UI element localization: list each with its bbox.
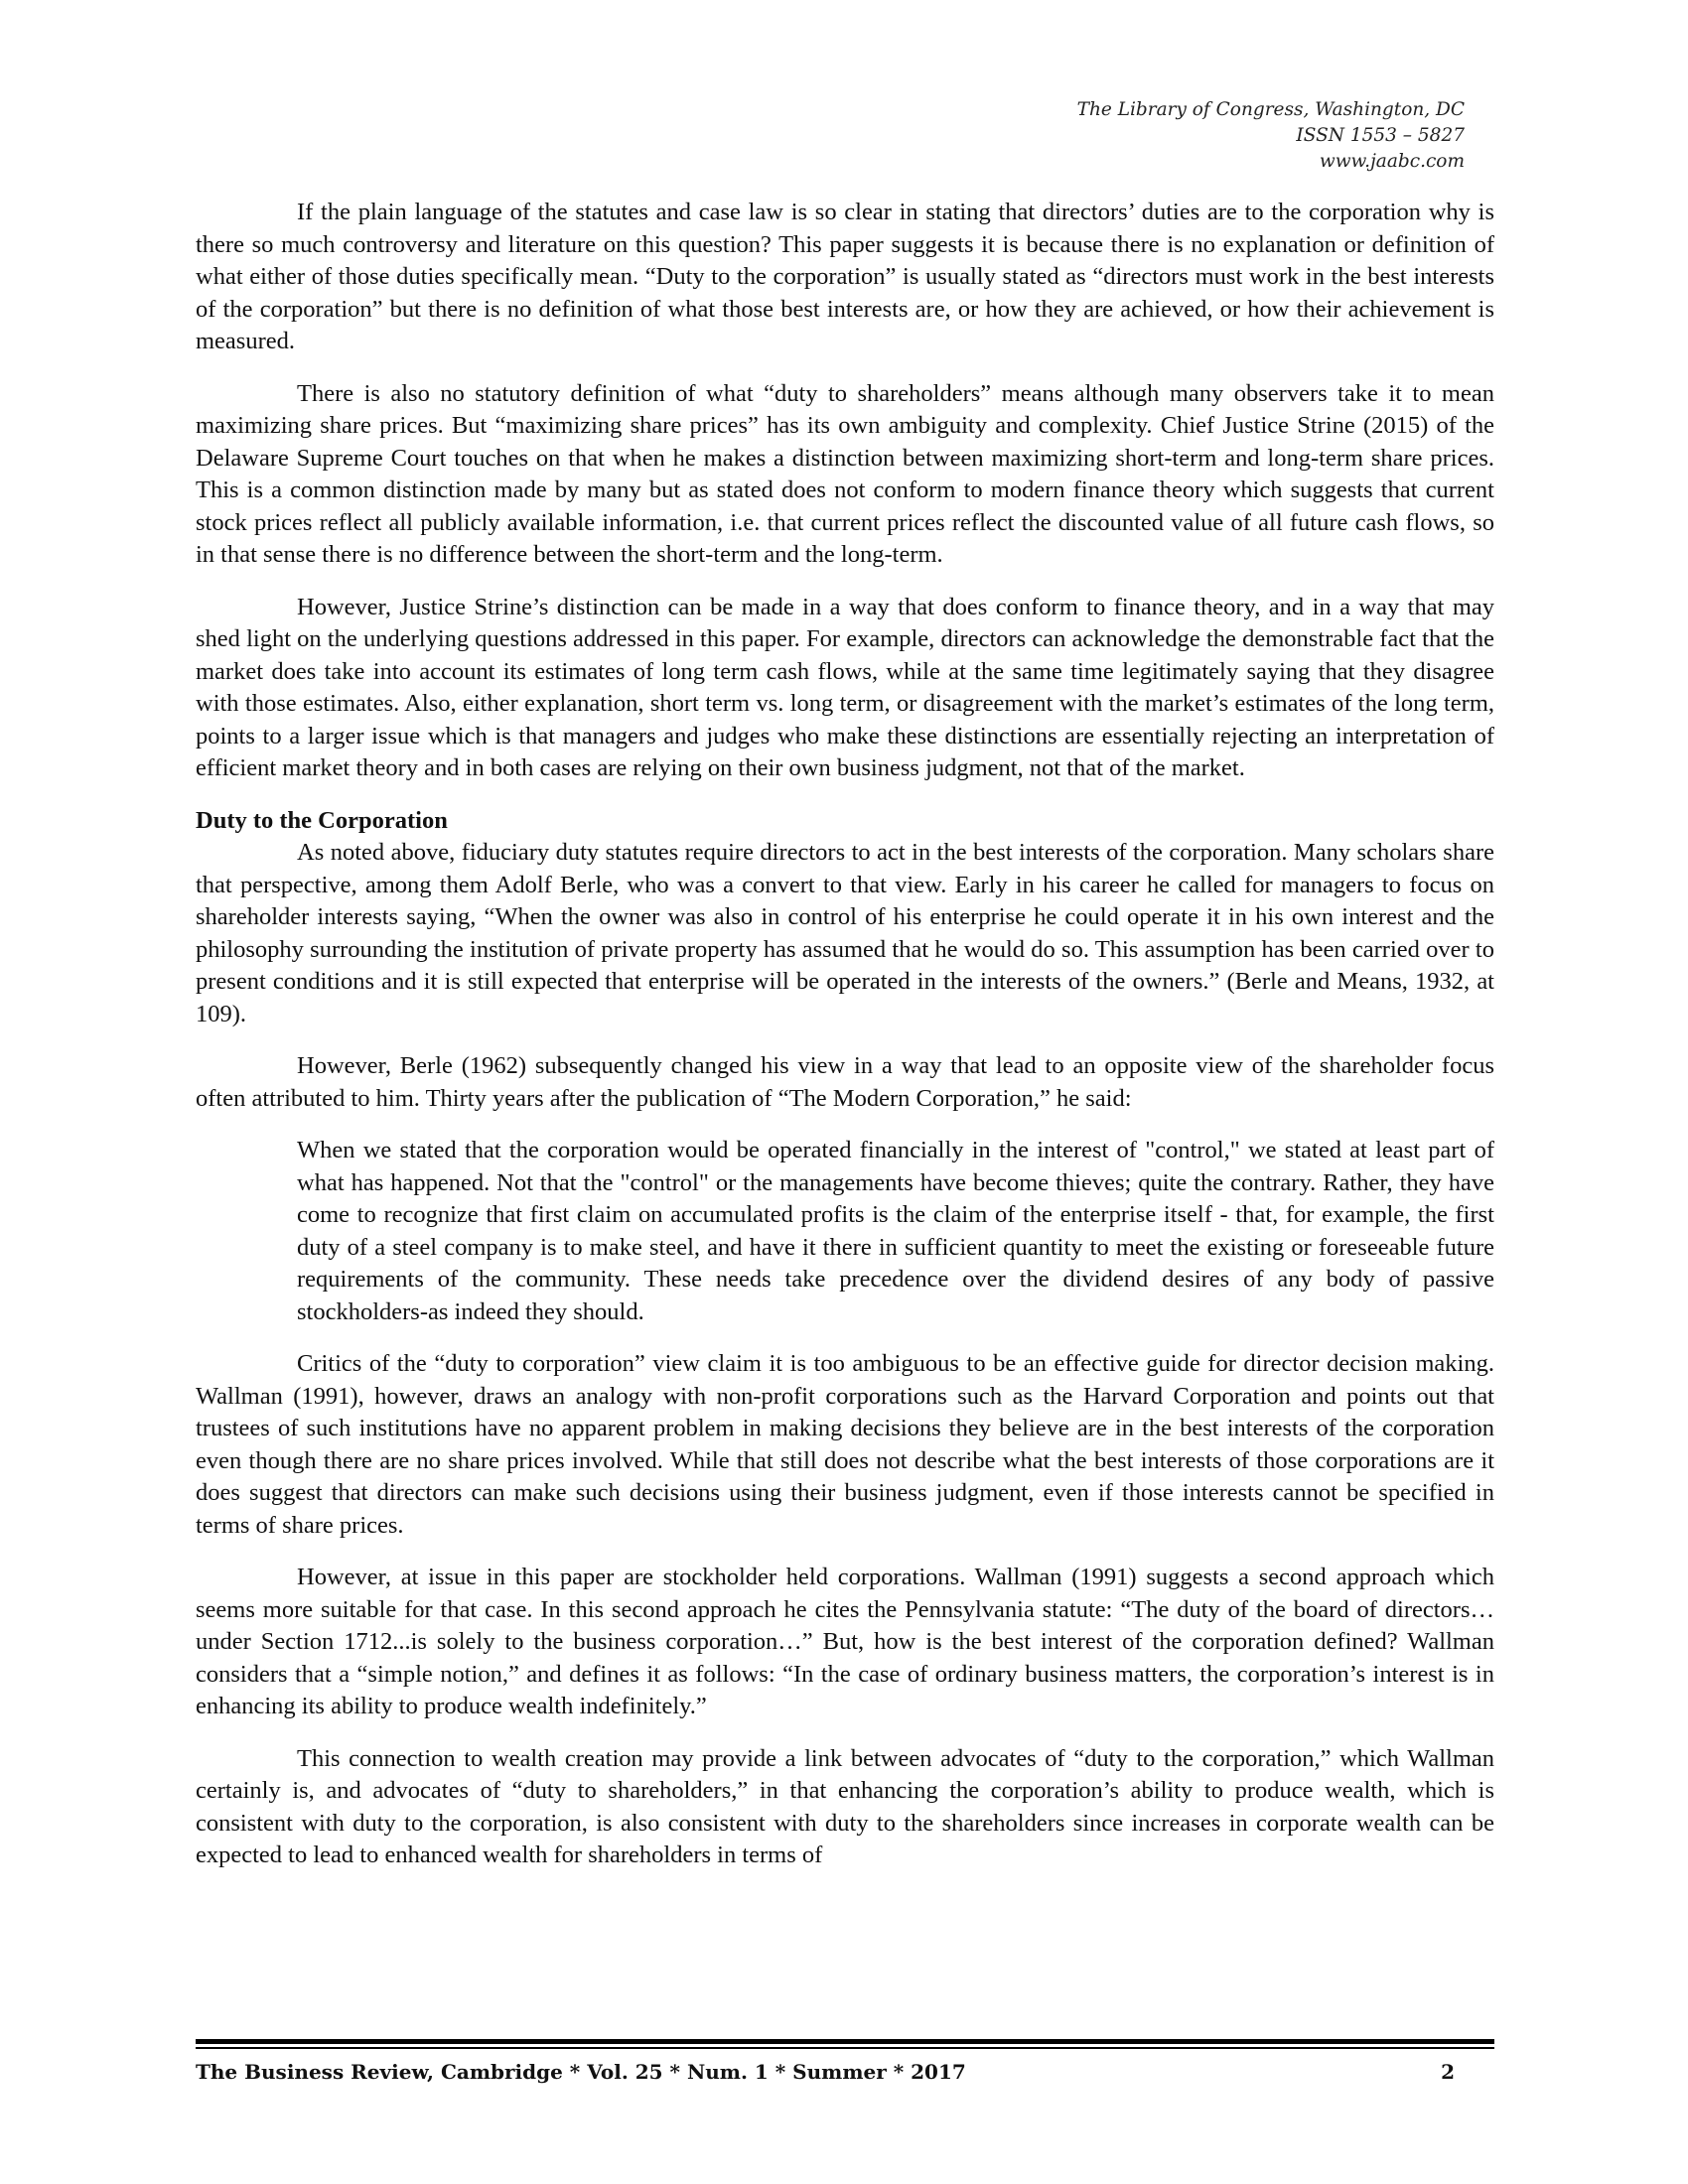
- footer-journal-citation: The Business Review, Cambridge * Vol. 25 * Num. 1 * Summer * 2017: [196, 2060, 966, 2084]
- paragraph: However, Justice Strine’s distinction can be made in a way that does conform to finance theory, and in a way that may shed light on the underlying questions addressed in this paper. For example, directors can acknowledge the demonstrable fact that the market does take into account its estimates of long term cash flows, while at the same time legitimately saying that they disagree with those estimates. Also, either explanation, short term vs. long term, or disagreement with the market’s estimates of the long term, points to a larger issue which is that managers and judges who make these distinctions are essentially rejecting an interpretation of efficient market theory and in both cases are relying on their own business judgment, not that of the market.: [196, 593, 1494, 781]
- page-number: 2: [1441, 2060, 1455, 2084]
- paragraph: As noted above, fiduciary duty statutes require directors to act in the best interests of the corporation. Many scholars share that perspective, among them Adolf Berle, who was a convert to that view. Early in his career he called for managers to focus on shareholder interests saying, “When the owner was also in control of his enterprise he could operate it in his own interest and the philosophy surrounding the institution of private property has assumed that he would do so. This assumption has been carried over to present conditions and it is still expected that enterprise will be operated in the interests of the owners.” (Berle and Means, 1932, at 109).: [196, 839, 1494, 1027]
- footer-rule-thin: [196, 2047, 1494, 2049]
- paragraph: However, at issue in this paper are stockholder held corporations. Wallman (1991) suggests a second approach which seems more suitable for that case. In this second approach he cites the Pennsylvania statute: “The duty of the board of directors…under Section 1712...is solely to the business corporation…” But, how is the best interest of the corporation defined? Wallman considers that a “simple notion,” and defines it as follows: “In the case of ordinary business matters, the corporation’s interest is in enhancing its ability to produce wealth indefinitely.”: [196, 1564, 1494, 1719]
- section-heading: Duty to the Corporation: [196, 806, 448, 834]
- running-footer: [196, 2055, 1494, 2089]
- article-body: [196, 197, 1494, 1872]
- paragraph: If the plain language of the statutes and case law is so clear in stating that directors’ duties are to the corporation why is there so much controversy and literature on this question? This paper suggests it is because there is no explanation or definition of what either of those duties specifically mean. “Duty to the corporation” is usually stated as “directors must work in the best interests of the corporation” but there is no definition of what those best interests are, or how they are achieved, or how their achievement is measured.: [196, 199, 1494, 354]
- header-issn: ISSN 1553 – 5827: [1296, 125, 1465, 146]
- paragraph: Critics of the “duty to corporation” view claim it is too ambiguous to be an effective guide for director decision making. Wallman (1991), however, draws an analogy with non-profit corporations such as the Harvard Corporation and points out that trustees of such institutions have no apparent problem in making decisions they believe are in the best interests of the corporation even though there are no share prices involved. While that still does not describe what the best interests of those corporations are it does suggest that directors can make such decisions using their business judgment, even if those interests cannot be specified in terms of share prices.: [196, 1350, 1494, 1539]
- header-publisher: The Library of Congress, Washington, DC: [1076, 99, 1465, 120]
- paragraph: There is also no statutory definition of what “duty to shareholders” means although many observers take it to mean maximizing share prices. But “maximizing share prices” has its own ambiguity and complexity. Chief Justice Strine (2015) of the Delaware Supreme Court touches on that when he makes a distinction between maximizing short-term and long-term share prices. This is a common distinction made by many but as stated does not conform to modern finance theory which suggests that current stock prices reflect all publicly available information, i.e. that current prices reflect the discounted value of all future cash flows, so in that sense there is no difference between the short-term and the long-term.: [196, 379, 1494, 568]
- running-header: [948, 97, 1465, 175]
- paragraph: However, Berle (1962) subsequently changed his view in a way that lead to an opposite view of the shareholder focus often attributed to him. Thirty years after the publication of “The Modern Corporation,” he said:: [196, 1052, 1494, 1112]
- header-website: www.jaabc.com: [1319, 151, 1465, 172]
- paragraph: This connection to wealth creation may provide a link between advocates of “duty to the corporation,” which Wallman certainly is, and advocates of “duty to shareholders,” in that enhancing the corporation’s ability to produce wealth, which is consistent with duty to the corporation, is also consistent with duty to the shareholders since increases in corporate wealth can be expected to lead to enhanced wealth for shareholders in terms of: [196, 1744, 1494, 1868]
- footer-rule-thick: [196, 2039, 1494, 2044]
- block-quote: When we stated that the corporation would be operated financially in the interest of "control," we stated at least part of what has happened. Not that the "control" or the managements have become thieves; quite the contrary. Rather, they have come to recognize that first claim on accumulated profits is the claim of the enterprise itself - that, for example, the first duty of a steel company is to make steel, and have it there in sufficient quantity to meet the existing or foreseeable future requirements of the community. These needs take precedence over the dividend desires of any body of passive stockholders-as indeed they should.: [297, 1137, 1494, 1325]
- footer-divider: [196, 2039, 1494, 2049]
